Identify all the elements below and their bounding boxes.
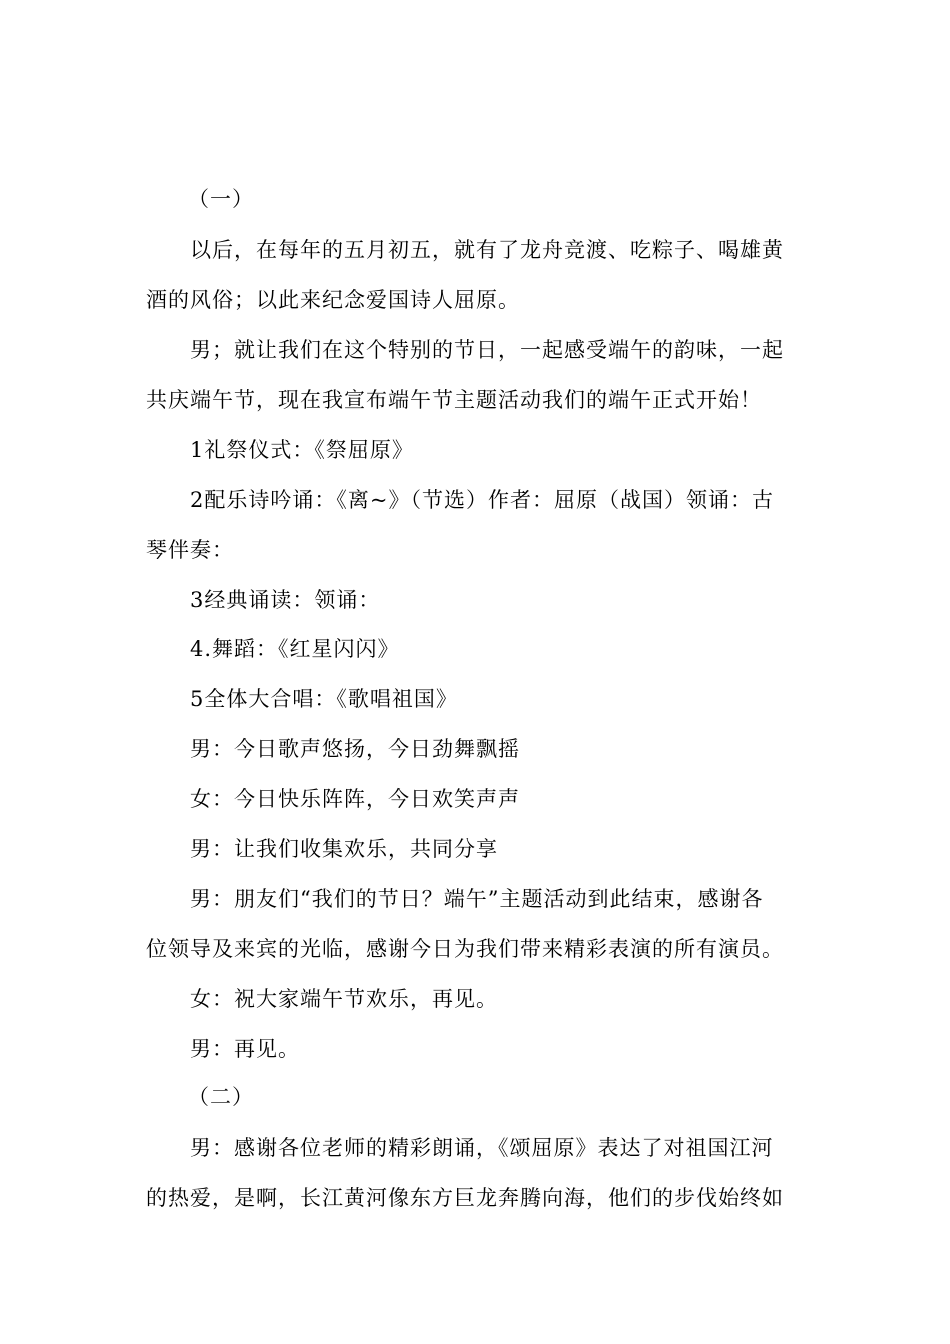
dialogue-continuation: 的热爱，是啊，长江黄河像东方巨龙奔腾向海，他们的步伐始终如 xyxy=(146,1186,784,1210)
dialogue-line: 男：感谢各位老师的精彩朗诵，《颂屈原》表达了对祖国江河 xyxy=(190,1136,774,1160)
dialogue-line: 男：再见。 xyxy=(190,1037,300,1061)
paragraph-line: 以后，在每年的五月初五，就有了龙舟竞渡、吃粽子、喝雄黄 xyxy=(190,238,784,262)
section-heading-two: （二） xyxy=(188,1085,254,1109)
paragraph-line: 酒的风俗；以此来纪念爱国诗人屈原。 xyxy=(146,288,520,312)
dialogue-line: 女：今日快乐阵阵，今日欢笑声声 xyxy=(190,787,520,811)
program-item: 2配乐诗吟诵：《离~》（节选）作者：屈原（战国）领诵：古 xyxy=(190,488,774,512)
paragraph-line: 男；就让我们在这个特别的节日，一起感受端午的韵味，一起 xyxy=(190,338,784,362)
section-heading-one: （一） xyxy=(188,187,254,211)
dialogue-line: 男：朋友们“我们的节日？端午”主题活动到此结束，感谢各 xyxy=(190,887,764,911)
dialogue-line: 男：让我们收集欢乐，共同分享 xyxy=(190,837,498,861)
program-item-continuation: 琴伴奏： xyxy=(146,538,234,562)
dialogue-line: 女：祝大家端午节欢乐，再见。 xyxy=(190,987,498,1011)
program-item: 4.舞蹈：《红星闪闪》 xyxy=(190,637,400,661)
paragraph-line: 共庆端午节，现在我宣布端午节主题活动我们的端午正式开始！ xyxy=(146,388,762,412)
dialogue-continuation: 位领导及来宾的光临，感谢今日为我们带来精彩表演的所有演员。 xyxy=(146,937,784,961)
program-item: 5全体大合唱：《歌唱祖国》 xyxy=(190,687,458,711)
program-item: 1礼祭仪式：《祭屈原》 xyxy=(190,438,414,462)
program-item: 3经典诵读：领诵： xyxy=(190,588,381,612)
dialogue-line: 男：今日歌声悠扬，今日劲舞飘摇 xyxy=(190,737,520,761)
